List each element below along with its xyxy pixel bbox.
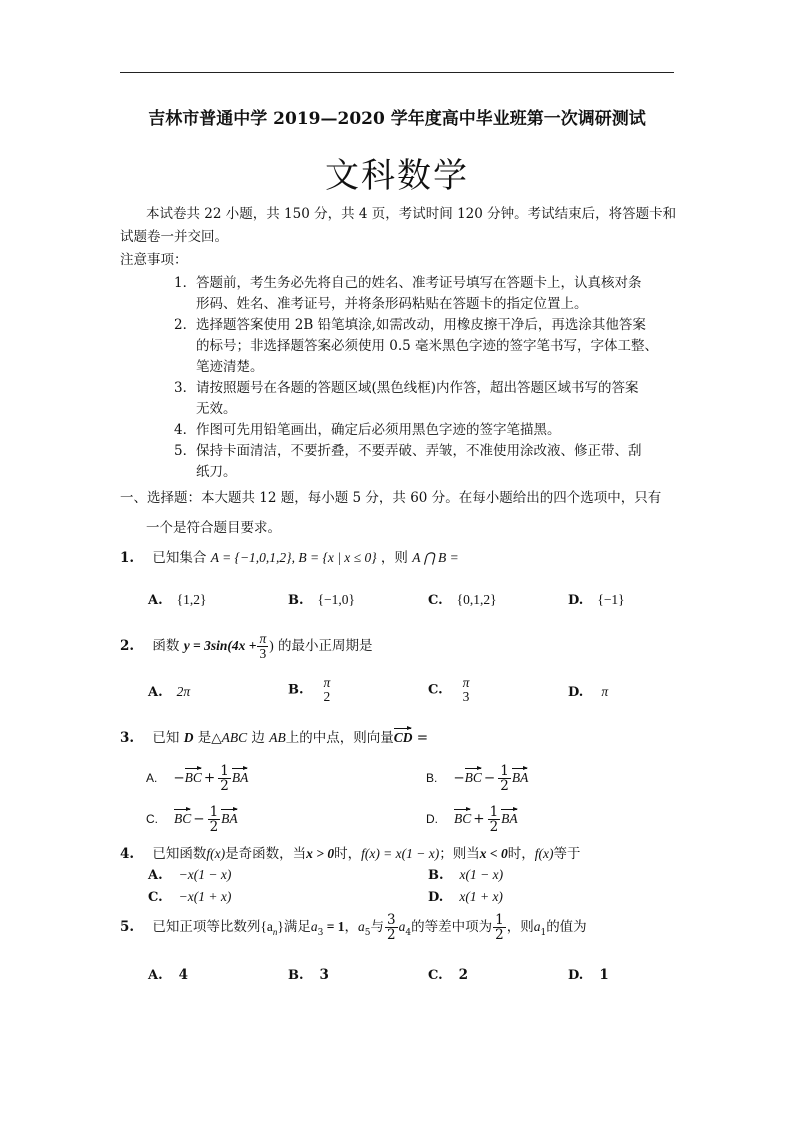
option-a[interactable] [148,684,190,700]
term-index: 1 [540,927,547,938]
question-text: ， [344,919,359,936]
question-text: 的等差中项为 [411,919,493,936]
term-a5: a [358,919,365,935]
note-3-line-2: 无效。 [196,401,237,417]
vector-ba: BA [232,767,249,786]
option-label: C. [428,593,443,608]
option-value: 1 [599,967,609,983]
option-value: x(1 + x) [459,889,503,904]
option-label: D. [568,593,584,608]
notice-heading: 注意事项： [120,252,188,268]
denominator: 2 [323,689,331,705]
fraction [257,632,268,661]
term-index: 5 [364,927,371,938]
option-a[interactable] [148,967,188,983]
option-label: B. [426,771,438,786]
option-a[interactable] [148,867,231,883]
option-d[interactable] [568,684,608,700]
numerator: 1 [489,804,499,820]
option-label: A. [146,771,158,786]
option-label: A. [148,968,163,983]
option-value: {1,2} [176,592,207,607]
term-index: 3 [317,927,324,938]
question-text: 上的中点，则向量 [285,730,394,746]
option-label: A. [148,868,163,883]
option-d[interactable] [428,889,503,905]
option-label: B. [288,593,304,608]
question-text: 函数 [152,638,180,655]
question-text: 是奇函数，当 [225,846,307,862]
vector-cd: CD [394,727,413,746]
operator: − [483,770,496,787]
option-sign: − [173,770,185,787]
function-definition: f(x) = x(1 − x) [361,846,440,861]
option-value: 2 [458,967,469,983]
fraction [488,805,501,834]
denominator: 2 [387,927,396,944]
question-text: 已知正项等比数列 [152,919,261,936]
option-b[interactable] [288,967,329,983]
option-value: π [601,684,609,699]
function-expression: y = 3sin(4x + [183,638,257,654]
numerator: π [259,631,267,646]
option-b[interactable] [288,676,333,704]
numerator: π [323,675,331,690]
numerator: 1 [209,804,219,820]
option-label: C. [428,682,443,698]
fraction [208,805,221,834]
option-b[interactable] [428,867,503,883]
note-1-num: 1． [174,275,197,291]
question-text: 已知 [152,730,180,746]
option-value: {−1,0} [317,592,355,607]
term-a4: a [398,919,406,935]
function-f: f(x) [206,846,226,861]
question-text: 是△ [197,730,222,746]
operator: + [473,811,485,828]
option-label: D. [428,890,444,905]
term-index: 4 [405,927,412,938]
option-c[interactable] [428,967,468,983]
option-label: A. [148,593,163,608]
question-text: 满足 [283,919,311,936]
point-label: D [183,730,194,745]
denominator: 3 [462,689,470,705]
numerator: 3 [387,912,396,928]
question-text: ，则 [506,919,534,936]
question-4 [120,842,580,862]
option-value: 3 [319,967,329,983]
subject-title: 文科数学 [325,156,469,196]
question-number: 1. [120,550,135,566]
triangle-label: ABC [221,730,248,745]
option-value: −x(1 − x) [178,867,232,882]
note-5-num: 5． [174,443,197,459]
note-2-line-1: 选择题答案使用 2B 铅笔填涂,如需改动，用橡皮擦干净后，再选涂其他答案 [196,317,646,333]
term-a3-value: = 1 [323,919,345,935]
option-c[interactable] [428,592,497,608]
option-value: 4 [178,967,189,983]
fraction [498,764,511,793]
fraction [385,913,398,942]
vector-bc: BC [465,767,482,786]
option-value: 2π [176,684,191,699]
vector-ba: BA [221,808,238,827]
fraction [493,913,506,942]
question-text: 等于 [553,846,581,862]
note-1-line-2: 形码、姓名、准考证号，并将条形码粘贴在答题卡的指定位置上。 [196,296,588,312]
function-f: f(x) [534,846,554,861]
section-heading-line-1: 一、选择题：本大题共 12 题，每小题 5 分，共 60 分。在每小题给出的四个选项中，只有 [120,490,662,506]
option-label: B. [428,868,444,883]
equals-sign: = [416,730,429,746]
question-text: 时， [507,846,535,862]
note-2-line-3: 笔迹清楚。 [196,359,264,375]
question-1 [120,546,459,566]
question-2 [120,632,373,661]
note-4-num: 4． [174,422,197,438]
option-value: −x(1 + x) [178,889,232,904]
vector-bc: BC [185,767,202,786]
denominator: 2 [500,778,509,795]
question-ask: A ⋂ B = [412,550,459,565]
numerator: 1 [220,763,229,779]
option-label: B. [288,682,304,698]
option-b[interactable] [288,592,355,608]
denominator: 2 [220,778,229,795]
question-text: 边 [251,730,265,746]
section-heading-line-2: 一个是符合题目要求。 [146,520,281,536]
operator: − [193,811,205,828]
question-text: ；则当 [439,846,480,862]
condition-positive: x > 0 [306,846,335,861]
option-label: D. [568,968,584,983]
note-2-num: 2． [174,317,197,333]
numerator: π [462,675,470,690]
intro-line-2: 试题卷一并交回。 [120,229,228,245]
vector-bc: BC [174,808,191,827]
option-value: {0,1,2} [456,592,497,607]
condition-negative: x < 0 [479,846,508,861]
side-label: AB [269,730,286,745]
option-label: A. [148,685,163,700]
question-5 [120,913,587,942]
function-close: ) [269,638,274,654]
option-c[interactable] [146,805,238,834]
numerator: 1 [500,763,509,779]
option-label: D. [426,812,438,827]
note-5-line-2: 纸刀。 [196,464,237,480]
denominator: 3 [259,646,267,662]
note-3-line-1: 请按照题号在各题的答题区域(黑色线框)内作答，超出答题区域书写的答案 [196,380,639,396]
option-c[interactable] [428,676,472,704]
numerator: 1 [495,912,504,928]
question-text: 已知集合 [152,550,207,566]
option-label: C. [428,968,443,983]
question-text: 的值为 [546,919,587,936]
exam-title: 吉林市普通中学 2019—2020 学年度高中毕业班第一次调研测试 [148,109,646,129]
option-value: {−1} [597,592,625,607]
top-rule [120,72,674,73]
option-d[interactable] [426,805,518,834]
set-definition: A = {−1,0,1,2}, B = {x | x ≤ 0} [210,550,377,565]
option-d[interactable] [568,592,625,608]
option-a[interactable] [148,592,206,608]
denominator: 2 [489,819,499,836]
question-3 [120,726,428,746]
intro-line-1: 本试卷共 22 小题，共 150 分，共 4 页，考试时间 120 分钟。考试结束后，将答题卡和 [146,206,677,222]
question-number: 3. [120,730,135,746]
vector-bc: BC [454,808,471,827]
question-text: 已知函数 [152,846,207,862]
note-3-num: 3． [174,380,197,396]
question-text: 与 [370,919,385,936]
option-b[interactable] [426,764,528,793]
option-label: D. [568,685,584,700]
question-text: ，则 [380,550,408,566]
operator: + [203,770,216,787]
question-number: 4. [120,846,135,862]
denominator: 2 [495,927,504,944]
fraction [461,676,472,704]
note-5-line-1: 保持卡面清洁，不要折叠，不要弄破、弄皱，不准使用涂改液、修正带、刮 [196,443,642,459]
question-text: 时， [334,846,362,862]
option-label: C. [148,890,163,905]
sequence-index: n [272,926,278,937]
note-1-line-1: 答题前，考生务必先将自己的姓名、准考证号填写在答题卡上，认真核对条 [196,275,642,291]
vector-ba: BA [501,808,518,827]
fraction [218,764,231,793]
question-text: 的最小正周期是 [278,638,373,655]
term-a1: a [533,919,541,935]
option-value: x(1 − x) [459,867,504,882]
option-a[interactable] [146,764,248,793]
option-d[interactable] [568,967,609,983]
option-c[interactable] [148,889,231,905]
sequence-close: } [277,919,284,935]
option-sign: − [453,770,465,787]
note-4-line-1: 作图可先用铅笔画出，确定后必须用黑色字迹的签字笔描黑。 [196,422,561,438]
fraction [322,676,333,704]
option-label: C. [146,812,158,827]
option-label: B. [288,968,304,983]
sequence-open: {a [260,919,273,935]
question-number: 5. [120,919,135,936]
denominator: 2 [209,819,219,836]
term-a3: a [310,919,318,935]
vector-ba: BA [512,767,529,786]
note-2-line-2: 的标号；非选择题答案必须使用 0.5 毫米黑色字迹的签字笔书写，字体工整、 [196,338,659,354]
question-number: 2. [120,638,135,655]
